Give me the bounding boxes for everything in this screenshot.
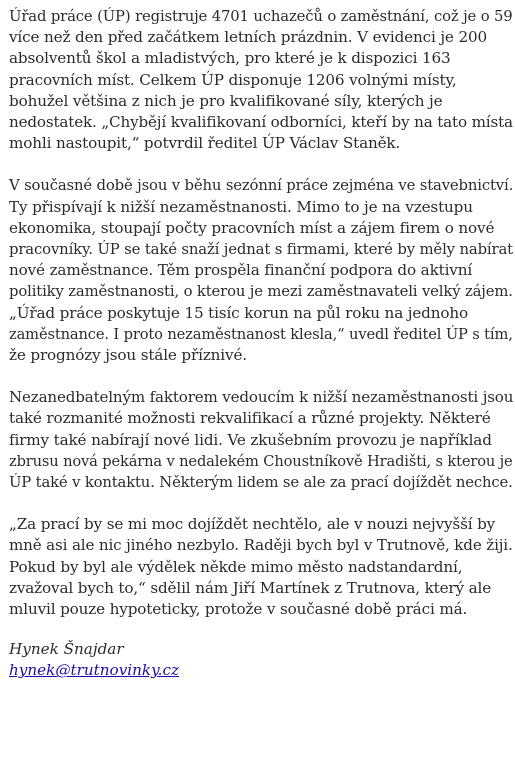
text-line: V současné době jsou v běhu sezónní práce zejména ve stavebnictví. — [9, 176, 514, 195]
text-line: politiky zaměstnanosti, o kterou je mezi zaměstnavateli velký zájem. — [9, 282, 513, 301]
author-email-link[interactable]: hynek@trutnovinky.cz — [9, 661, 180, 680]
text-line: více než den před začátkem letních prázdnin. V evidenci je 200 — [9, 28, 487, 47]
text-line: bohužel většina z nich je pro kvalifikované síly, kterých je — [9, 91, 443, 110]
text-line: zaměstnance. I proto nezaměstnanost klesla,“ uvedl ředitel ÚP s tím, — [9, 324, 513, 343]
text-line: ekonomika, stoupají počty pracovních míst a zájem firem o nové — [9, 218, 495, 237]
paragraph — [9, 175, 515, 366]
text-line: absolventů škol a mladistvých, pro které je k dispozici 163 — [9, 49, 451, 68]
text-line: zbrusu nová pekárna v nedalekém Choustníkově Hradišti, s kterou je — [9, 451, 513, 470]
text-line: „Za prací by se mi moc dojíždět nechtělo, ale v nouzi nejvyšší by — [9, 515, 496, 534]
text-line: Úřad práce (ÚP) registruje 4701 uchazečů o zaměstnání, což je o 59 — [9, 7, 513, 25]
text-line: mluvil pouze hypoteticky, protože v současné době práci má. — [9, 600, 468, 619]
text-line: mohli nastoupit,“ potvrdil ředitel ÚP Václav Staněk. — [9, 134, 401, 153]
signature — [9, 639, 515, 681]
text-line: pracovníky. ÚP se také snaží jednat s firmami, které by měly nabírat — [9, 240, 513, 259]
paragraph — [9, 514, 515, 620]
text-line: ÚP také v kontaktu. Některým lidem se ale za prací dojíždět nechce. — [9, 473, 513, 492]
text-line: „Úřad práce poskytuje 15 tisíc korun na půl roku na jednoho — [9, 303, 468, 322]
article-body — [9, 6, 515, 620]
paragraph — [9, 6, 515, 154]
text-line: nové zaměstnance. Těm prospěla finanční podpora do aktivní — [9, 261, 473, 280]
text-line: také rozmanité možnosti rekvalifikací a různé projekty. Některé — [9, 409, 491, 428]
text-line: Nezanedbatelným faktorem vedoucím k nižší nezaměstnanosti jsou — [9, 388, 514, 407]
text-line: zvažoval bych to,“ sdělil nám Jiří Martínek z Trutnova, který ale — [9, 578, 492, 597]
text-line: nedostatek. „Chybějí kvalifikovaní odborníci, kteří by na tato místa — [9, 113, 513, 132]
text-line: mně asi ale nic jiného nezbylo. Raději bych byl v Trutnově, kde žiji. — [9, 536, 513, 555]
paragraph — [9, 387, 515, 493]
author-name: Hynek Šnajdar — [9, 640, 124, 659]
text-line: že prognózy jsou stále příznivé. — [9, 346, 247, 365]
text-line: firmy také nabírají nové lidi. Ve zkušebním provozu je například — [9, 430, 492, 449]
text-line: Ty přispívají k nižší nezaměstnanosti. Mimo to je na vzestupu — [9, 197, 473, 216]
text-line: pracovních míst. Celkem ÚP disponuje 1206 volnými místy, — [9, 70, 457, 89]
text-line: Pokud by byl ale výdělek někde mimo město nadstandardní, — [9, 557, 463, 576]
